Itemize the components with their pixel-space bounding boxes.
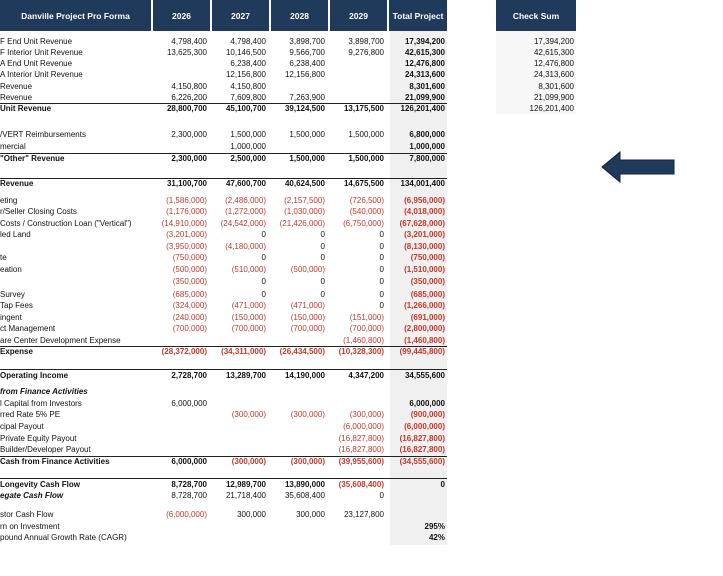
value-cell: 7,609,800 (230, 93, 266, 102)
value-cell: (500,000) (290, 265, 325, 274)
total-cell: (685,000) (410, 290, 445, 299)
header-title: Danville Project Pro Forma (0, 0, 151, 31)
value-cell: 1,500,000 (348, 154, 384, 163)
row-label: eation (0, 265, 22, 274)
value-cell: 1,500,000 (348, 130, 384, 139)
total-cell: 0 (440, 480, 445, 489)
value-cell: 4,150,800 (171, 82, 207, 91)
value-cell: 12,156,800 (284, 70, 325, 79)
value-cell: 0 (320, 242, 325, 251)
header-total: Total Project (389, 0, 447, 31)
row-label: "Other" Revenue (0, 154, 65, 163)
value-cell: 0 (379, 301, 384, 310)
row-divider (0, 346, 447, 347)
value-cell: (6,000,000) (343, 422, 384, 431)
row-label: eting (0, 196, 18, 205)
value-cell: 39,124,500 (284, 104, 325, 113)
total-cell: (900,000) (410, 410, 445, 419)
value-cell: (300,000) (290, 410, 325, 419)
value-cell: 0 (379, 277, 384, 286)
value-cell: 14,190,000 (284, 371, 325, 380)
value-cell: 0 (320, 290, 325, 299)
header-year-2027: 2027 (212, 0, 269, 31)
total-cell: (16,827,800) (399, 434, 445, 443)
value-cell: 40,624,500 (284, 179, 325, 188)
value-cell: 0 (320, 253, 325, 262)
value-cell: 4,798,400 (230, 37, 266, 46)
value-cell: 10,146,500 (225, 48, 266, 57)
row-label: Cash from Finance Activities (0, 457, 110, 466)
value-cell: (151,000) (349, 313, 384, 322)
value-cell: (540,000) (349, 207, 384, 216)
value-cell: (324,000) (172, 301, 207, 310)
value-cell: 0 (261, 277, 266, 286)
value-cell: (6,750,000) (343, 219, 384, 228)
value-cell: (1,586,000) (166, 196, 207, 205)
value-cell: 1,000,000 (230, 142, 266, 151)
row-divider (0, 178, 447, 179)
total-cell: 295% (424, 522, 445, 531)
total-cell: (1,510,000) (404, 265, 445, 274)
check-sum-cell: 126,201,400 (496, 104, 576, 113)
value-cell: 0 (379, 253, 384, 262)
value-cell: 9,276,800 (348, 48, 384, 57)
row-divider (0, 369, 447, 370)
total-cell: 34,555,600 (404, 371, 445, 380)
row-divider (0, 103, 447, 104)
value-cell: 0 (261, 230, 266, 239)
value-cell: 3,898,700 (348, 37, 384, 46)
value-cell: 21,718,400 (225, 491, 266, 500)
header-year-2029: 2029 (330, 0, 387, 31)
value-cell: (471,000) (290, 301, 325, 310)
row-label: Builder/Developer Payout (0, 445, 91, 454)
value-cell: 6,226,200 (171, 93, 207, 102)
value-cell: 9,566,700 (289, 48, 325, 57)
total-cell: 8,301,600 (409, 82, 445, 91)
total-cell: 126,201,400 (400, 104, 445, 113)
value-cell: (240,000) (172, 313, 207, 322)
row-label: led Land (0, 230, 31, 239)
value-cell: (350,000) (172, 277, 207, 286)
row-label: A End Unit Revenue (0, 59, 73, 68)
value-cell: (1,460,800) (343, 336, 384, 345)
value-cell: 1,500,000 (289, 154, 325, 163)
total-cell: 134,001,400 (400, 179, 445, 188)
total-cell: 17,394,200 (404, 37, 445, 46)
total-cell: (1,266,000) (404, 301, 445, 310)
value-cell: 47,600,700 (225, 179, 266, 188)
total-cell: (350,000) (410, 277, 445, 286)
row-label: cipal Payout (0, 422, 44, 431)
value-cell: 4,347,200 (348, 371, 384, 380)
value-cell: 6,238,400 (230, 59, 266, 68)
value-cell: (300,000) (231, 410, 266, 419)
value-cell: (300,000) (349, 410, 384, 419)
total-cell: 21,099,900 (404, 93, 445, 102)
value-cell: (700,000) (172, 324, 207, 333)
value-cell: (2,486,000) (225, 196, 266, 205)
value-cell: 13,625,300 (166, 48, 207, 57)
total-cell: (67,628,000) (399, 219, 445, 228)
value-cell: (300,000) (231, 457, 266, 466)
total-cell: 24,313,600 (404, 70, 445, 79)
total-cell: (99,445,800) (399, 347, 445, 356)
value-cell: 0 (320, 277, 325, 286)
value-cell: 6,238,400 (289, 59, 325, 68)
value-cell: 0 (379, 290, 384, 299)
value-cell: 1,500,000 (289, 130, 325, 139)
value-cell: 0 (379, 230, 384, 239)
value-cell: 0 (379, 265, 384, 274)
row-label: Operating Income (0, 371, 69, 380)
total-cell: (8,130,000) (404, 242, 445, 251)
value-cell: 12,156,800 (225, 70, 266, 79)
value-cell: (471,000) (231, 301, 266, 310)
row-label: rred Rate 5% PE (0, 410, 61, 419)
value-cell: 0 (261, 253, 266, 262)
value-cell: (150,000) (290, 313, 325, 322)
row-label: F Interior Unit Revenue (0, 48, 83, 57)
value-cell: 0 (379, 491, 384, 500)
row-label: Revenue (0, 82, 33, 91)
row-label: ct Management (0, 324, 56, 333)
value-cell: 300,000 (296, 510, 325, 519)
row-label: Tap Fees (0, 301, 33, 310)
total-cell: (691,000) (410, 313, 445, 322)
header-check-sum: Check Sum (496, 0, 576, 31)
row-label: ingent (0, 313, 22, 322)
value-cell: (1,030,000) (284, 207, 325, 216)
value-cell: (6,000,000) (166, 510, 207, 519)
total-cell: (34,555,600) (399, 457, 445, 466)
total-cell: (2,800,000) (404, 324, 445, 333)
value-cell: 0 (261, 290, 266, 299)
value-cell: (16,827,800) (338, 445, 384, 454)
row-label: F End Unit Revenue (0, 37, 73, 46)
row-label: l Capital from Investors (0, 399, 82, 408)
total-cell: 42% (428, 533, 445, 542)
row-label: Expense (0, 347, 33, 356)
value-cell: 31,100,700 (166, 179, 207, 188)
row-label: egate Cash Flow (0, 491, 64, 500)
total-cell: (16,827,800) (399, 445, 445, 454)
row-label: rn on Investment (0, 522, 60, 531)
value-cell: (1,176,000) (166, 207, 207, 216)
value-cell: 2,500,000 (230, 154, 266, 163)
total-cell: 6,800,000 (409, 130, 445, 139)
value-cell: 4,798,400 (171, 37, 207, 46)
total-cell: (4,018,000) (404, 207, 445, 216)
value-cell: 45,100,700 (225, 104, 266, 113)
row-label: are Center Development Expense (0, 336, 121, 345)
row-label: Longevity Cash Flow (0, 480, 81, 489)
total-cell: 12,476,800 (404, 59, 445, 68)
value-cell: 0 (379, 242, 384, 251)
value-cell: (21,426,000) (279, 219, 325, 228)
value-cell: 12,989,700 (225, 480, 266, 489)
total-cell: (6,000,000) (404, 422, 445, 431)
value-cell: (24,542,000) (220, 219, 266, 228)
value-cell: (1,272,000) (225, 207, 266, 216)
value-cell: (28,372,000) (161, 347, 207, 356)
total-cell: (6,956,000) (404, 196, 445, 205)
value-cell: (300,000) (290, 457, 325, 466)
value-cell: (35,608,400) (338, 480, 384, 489)
value-cell: (150,000) (231, 313, 266, 322)
check-sum-cell: 12,476,800 (496, 59, 576, 68)
left-arrow-icon (600, 150, 678, 184)
value-cell: (685,000) (172, 290, 207, 299)
row-label: r/Seller Closing Costs (0, 207, 77, 216)
value-cell: 7,263,900 (289, 93, 325, 102)
value-cell: (14,910,000) (161, 219, 207, 228)
row-label: Costs / Construction Loan ("Vertical") (0, 219, 132, 228)
value-cell: (700,000) (231, 324, 266, 333)
value-cell: (26,434,500) (279, 347, 325, 356)
row-label: Private Equity Payout (0, 434, 77, 443)
value-cell: (3,201,000) (166, 230, 207, 239)
value-cell: 2,728,700 (171, 371, 207, 380)
value-cell: (500,000) (172, 265, 207, 274)
value-cell: (16,827,800) (338, 434, 384, 443)
value-cell: (700,000) (290, 324, 325, 333)
check-sum-cell: 17,394,200 (496, 37, 576, 46)
value-cell: (10,328,300) (338, 347, 384, 356)
value-cell: (750,000) (172, 253, 207, 262)
row-label: Revenue (0, 93, 33, 102)
value-cell: 23,127,800 (343, 510, 384, 519)
value-cell: 28,800,700 (166, 104, 207, 113)
value-cell: 13,289,700 (225, 371, 266, 380)
row-divider (0, 153, 447, 154)
total-cell: (3,201,000) (404, 230, 445, 239)
header-year-2028: 2028 (271, 0, 328, 31)
row-label: stor Cash Flow (0, 510, 54, 519)
value-cell: (510,000) (231, 265, 266, 274)
value-cell: 8,728,700 (171, 491, 207, 500)
check-sum-cell: 42,615,300 (496, 48, 576, 57)
row-label: A Interior Unit Revenue (0, 70, 83, 79)
row-label: from Finance Activities (0, 387, 88, 396)
value-cell: 6,000,000 (171, 399, 207, 408)
value-cell: 35,608,400 (284, 491, 325, 500)
total-cell: 7,800,000 (409, 154, 445, 163)
check-sum-cell: 8,301,600 (496, 82, 576, 91)
value-cell: 3,898,700 (289, 37, 325, 46)
row-label: mercial (0, 142, 26, 151)
value-cell: (34,311,000) (221, 347, 266, 356)
value-cell: (2,157,500) (284, 196, 325, 205)
row-label: Revenue (0, 179, 34, 188)
value-cell: (726,500) (349, 196, 384, 205)
row-label: te (0, 253, 7, 262)
total-cell: 6,000,000 (409, 399, 445, 408)
row-label: pound Annual Growth Rate (CAGR) (0, 533, 127, 542)
row-divider (0, 456, 447, 457)
total-cell: (750,000) (410, 253, 445, 262)
value-cell: (3,950,000) (166, 242, 207, 251)
value-cell: 13,175,500 (343, 104, 384, 113)
value-cell: (39,955,600) (338, 457, 384, 466)
check-sum-cell: 24,313,600 (496, 70, 576, 79)
row-label: Unit Revenue (0, 104, 52, 113)
total-cell: (1,460,800) (404, 336, 445, 345)
value-cell: (700,000) (349, 324, 384, 333)
header-year-2026: 2026 (153, 0, 210, 31)
row-label: Survey (0, 290, 25, 299)
total-cell: 1,000,000 (409, 142, 445, 151)
value-cell: 1,500,000 (230, 130, 266, 139)
value-cell: 2,300,000 (171, 154, 207, 163)
total-cell: 42,615,300 (404, 48, 445, 57)
check-sum-cell: 21,099,900 (496, 93, 576, 102)
value-cell: (4,180,000) (225, 242, 266, 251)
value-cell: 8,728,700 (171, 480, 207, 489)
value-cell: 13,890,000 (284, 480, 325, 489)
value-cell: 300,000 (237, 510, 266, 519)
value-cell: 6,000,000 (171, 457, 207, 466)
row-divider (0, 478, 447, 479)
value-cell: 4,150,800 (230, 82, 266, 91)
value-cell: 0 (320, 230, 325, 239)
value-cell: 2,300,000 (171, 130, 207, 139)
row-label: /VERT Reimbursements (0, 130, 86, 139)
value-cell: 14,675,500 (343, 179, 384, 188)
